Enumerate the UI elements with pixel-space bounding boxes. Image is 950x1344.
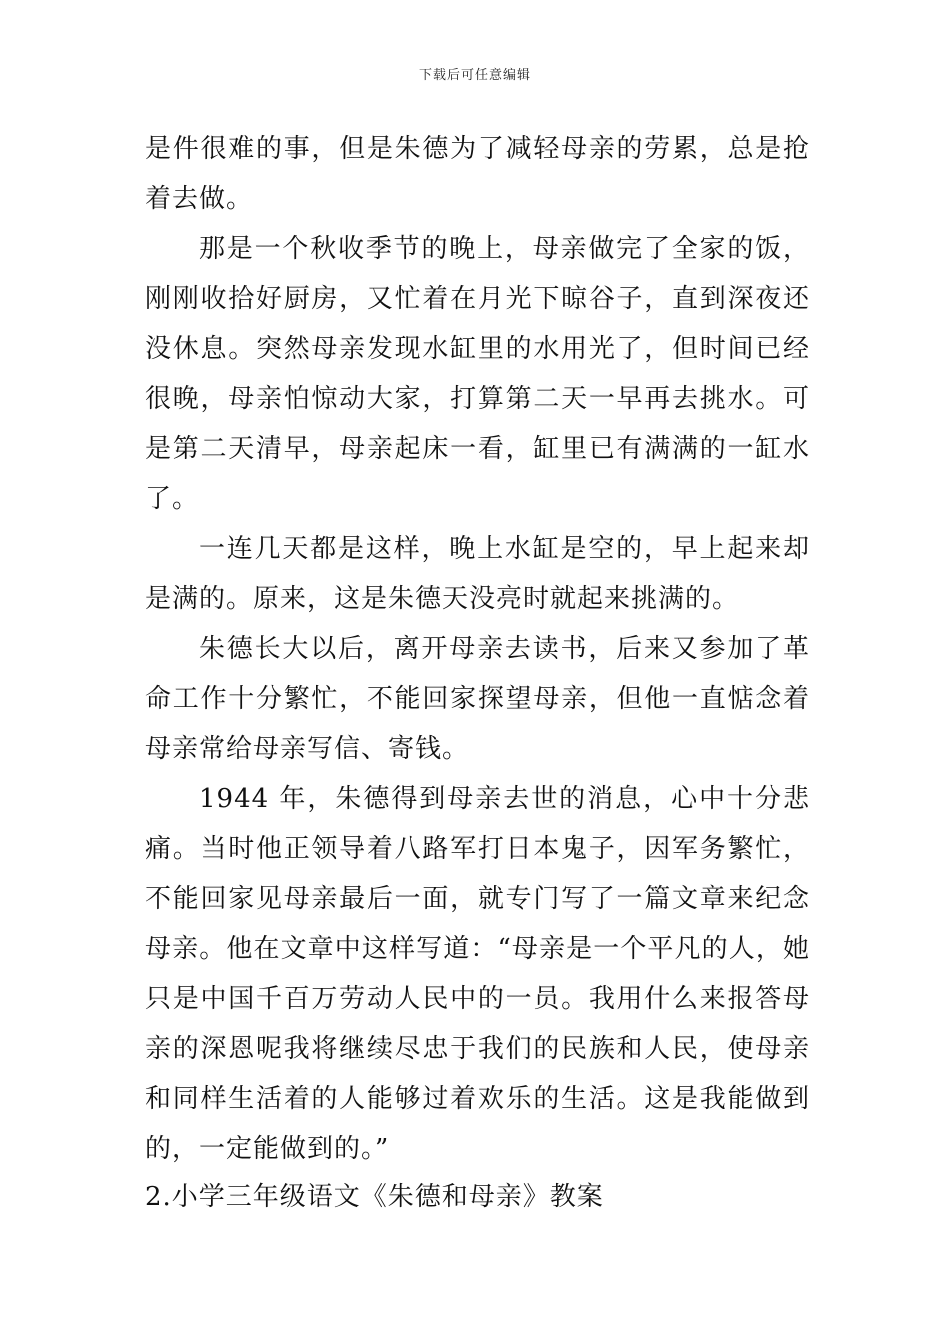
paragraph-autumn-night: 那是一个秋收季节的晚上，母亲做完了全家的饭，刚刚收拾好厨房，又忙着在月光下晾谷子，直到深夜还没休息。突然母亲发现水缸里的水用光了，但时间已经很晚，母亲怕惊动大家，打算第二天一早再去挑水。可是第二天清早，母亲起床一看，缸里已有满满的一缸水了。 [145,234,810,514]
section-heading: 2.小学三年级语文《朱德和母亲》教案 [145,1182,604,1212]
header-note: 下载后可任意编辑 [418,68,531,83]
paragraph-several-days: 一连几天都是这样，晚上水缸是空的，早上起来却是满的。原来，这是朱德天没亮时就起来挑满的。 [145,534,810,614]
body-text [145,124,810,1174]
paragraph-grown-up: 朱德长大以后，离开母亲去读书，后来又参加了革命工作十分繁忙，不能回家探望母亲，但他一直惦念着母亲常给母亲写信、寄钱。 [145,634,810,764]
paragraph-1944: 1944 年，朱德得到母亲去世的消息，心中十分悲痛。当时他正领导着八路军打日本鬼子，因军务繁忙，不能回家见母亲最后一面，就专门写了一篇文章来纪念母亲。他在文章中这样写道：“母亲是一个平凡的人，她只是中国千百万劳动人民中的一员。我用什么来报答母亲的深恩呢我将继续尽忠于我们的民族和人民，使母亲和同样生活着的人能够过着欢乐的生活。这是我能做到的，一定能做到的。” [145,784,810,1164]
paragraph-continuation: 是件很难的事，但是朱德为了减轻母亲的劳累，总是抢着去做。 [145,134,810,214]
